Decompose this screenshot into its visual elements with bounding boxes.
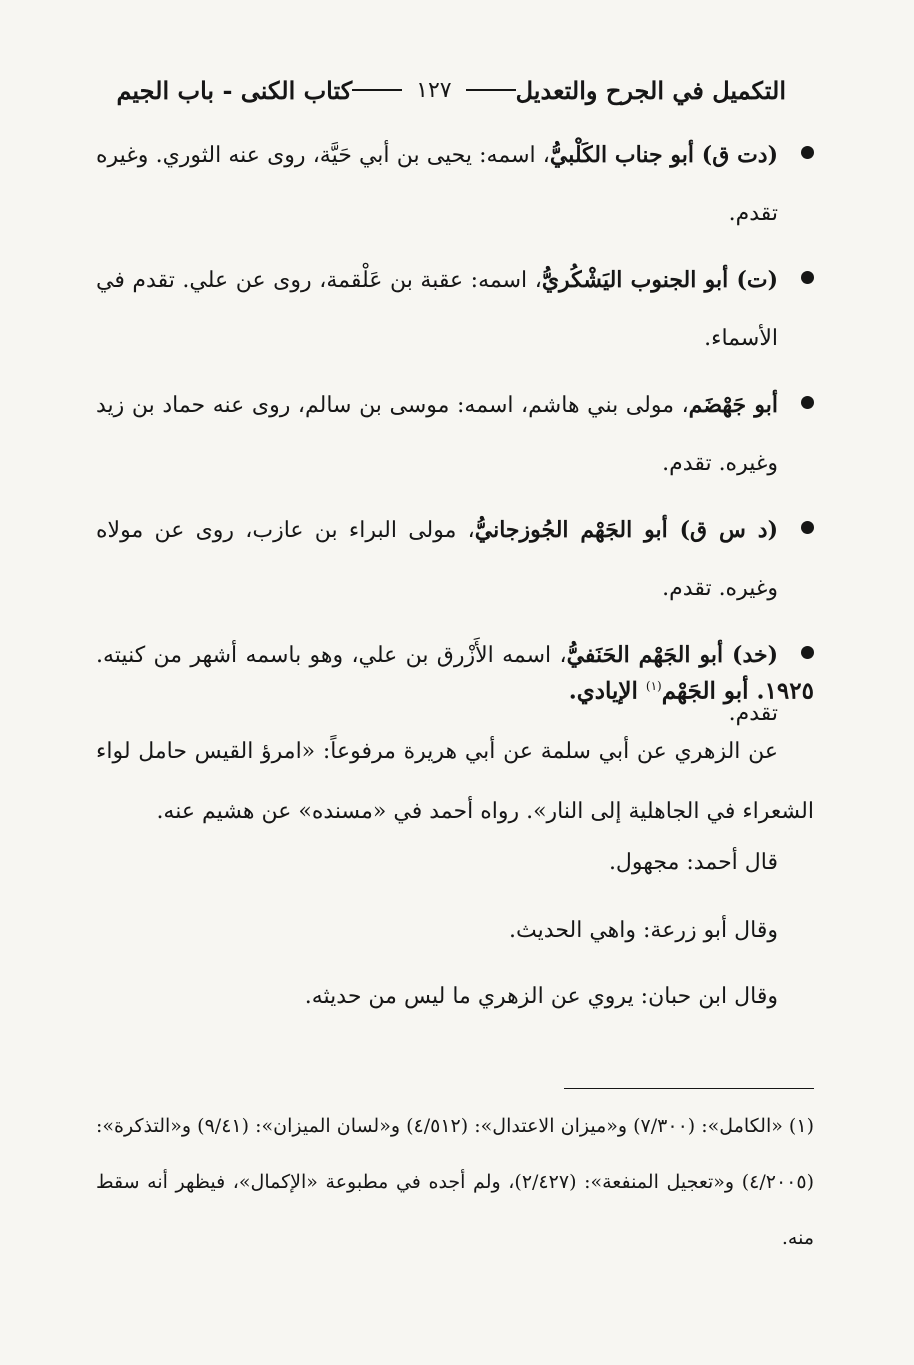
section-title: كتاب الكنى - باب الجيم [116, 75, 353, 105]
critic-statement: وقال أبو زرعة: واهي الحديث. [509, 918, 778, 943]
cross-reference-list [96, 126, 814, 751]
entry-label: (دت ق) أبو جناب الكَلْبيُّ [549, 142, 778, 168]
list-item [96, 501, 814, 618]
entry-label: (ت) أبو الجنوب اليَشْكُريُّ [541, 267, 778, 293]
footnote-text: (١) «الكامل»: (٧/٣٠٠) و«ميزان الاعتدال»: (٤/٥١٢) و«لسان الميزان»: (٩/٤١) و«التذكرة»: (٤/٢٠٠٥) و«تعجيل المنفعة»: (٢/٤٢٧)، ولم أجده في مطبوعة «الإكمال»، فيظهر أنه سقط منه. [96, 1115, 814, 1249]
list-item [96, 376, 814, 493]
footnote-marker: (١) [645, 679, 662, 693]
entry-body [96, 722, 814, 842]
entry-name: . أبو الجَهْم [661, 677, 765, 705]
bullet-icon [801, 646, 814, 659]
main-entry-heading [96, 660, 814, 718]
critic-statement: وقال ابن حبان: يروي عن الزهري ما ليس من حديثه. [304, 984, 778, 1009]
bullet-icon [801, 396, 814, 409]
entry-label: أبو جَهْضَم [688, 392, 778, 418]
entry-label: (د س ق) أبو الجَهْم الجُوزجانيُّ [474, 517, 778, 543]
body-paragraph: عن الزهري عن أبي سلمة عن أبي هريرة مرفوعاً: «امرؤ القيس حامل لواء الشعراء في الجاهلية إلى النار». رواه أحمد في «مسنده» عن هشيم عنه. [96, 739, 814, 824]
list-item [96, 126, 814, 243]
footnote-separator [564, 1088, 814, 1089]
entry-label: (خد) أبو الجَهْم الحَنَفيُّ [566, 642, 778, 668]
entry-text: ، مولى البراء بن عازب، روى عن مولاه وغيره. تقدم. [96, 518, 778, 601]
book-title: التكميل في الجرح والتعديل [515, 75, 786, 105]
entry-text: ، اسمه: عقبة بن عَلْقمة، روى عن علي. تقدم في الأسماء. [96, 268, 778, 351]
running-head [116, 70, 786, 110]
entry-nisba: الإيادي. [568, 677, 646, 705]
page-number: ١٢٧ [416, 77, 452, 103]
entry-text: ، اسمه الأَزْرق بن علي، وهو باسمه أشهر من كنيته. تقدم. [96, 643, 778, 726]
entry-text: ، مولى بني هاشم، اسمه: موسى بن سالم، روى عنه حماد بن زيد وغيره. تقدم. [96, 393, 778, 476]
running-head-rule [352, 89, 402, 91]
bullet-icon [801, 271, 814, 284]
bullet-icon [801, 521, 814, 534]
list-item [96, 251, 814, 368]
bullet-icon [801, 146, 814, 159]
entry-number: ١٩٢٥ [764, 677, 814, 705]
entry-text: ، اسمه: يحيى بن أبي حَيَّة، روى عنه الثوري. وغيره تقدم. [96, 143, 778, 226]
running-head-rule [466, 89, 516, 91]
critic-statement: قال أحمد: مجهول. [608, 850, 778, 875]
running-head-center [352, 78, 515, 103]
footnote [96, 1098, 814, 1266]
